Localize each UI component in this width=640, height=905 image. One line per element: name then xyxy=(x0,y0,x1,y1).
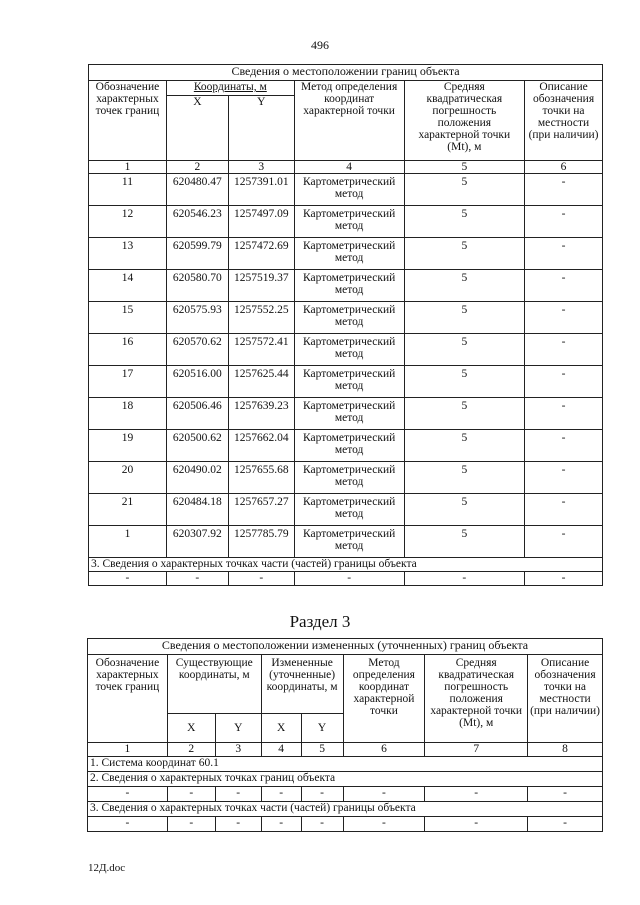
cell-point: 17 xyxy=(89,366,167,398)
cell-x: 620500.62 xyxy=(166,430,228,462)
cell-method: Картометрический метод xyxy=(294,302,404,334)
dash-cell: - xyxy=(166,572,228,586)
table2-title: Сведения о местоположении измененных (уточненных) границ объекта xyxy=(88,639,603,655)
cell-y: 1257639.23 xyxy=(228,398,294,430)
cell-method: Картометрический метод xyxy=(294,526,404,558)
t2-header-x1: X xyxy=(167,714,215,743)
header-y: Y xyxy=(228,96,294,161)
cell-method: Картометрический метод xyxy=(294,174,404,206)
column-number: 5 xyxy=(301,743,343,757)
cell-desc: - xyxy=(525,206,603,238)
cell-point: 12 xyxy=(89,206,167,238)
cell-point: 14 xyxy=(89,270,167,302)
cell-y: 1257662.04 xyxy=(228,430,294,462)
cell-error: 5 xyxy=(404,494,525,526)
t2-header-method: Метод определения координат характерной точки xyxy=(343,655,425,743)
dash-cell: - xyxy=(343,787,425,802)
cell-desc: - xyxy=(525,238,603,270)
dash-cell: - xyxy=(89,572,167,586)
cell-error: 5 xyxy=(404,174,525,206)
cell-x: 620580.70 xyxy=(166,270,228,302)
document-filename: 12Д.doc xyxy=(88,862,126,874)
dash-cell: - xyxy=(261,817,301,832)
cell-desc: - xyxy=(525,430,603,462)
dash-cell: - xyxy=(167,817,215,832)
cell-desc: - xyxy=(525,270,603,302)
cell-method: Картометрический метод xyxy=(294,206,404,238)
t2-header-y1: Y xyxy=(215,714,261,743)
table-row xyxy=(89,270,603,302)
cell-method: Картометрический метод xyxy=(294,462,404,494)
header-designation: Обозначение характерных точек границ xyxy=(89,81,167,161)
dash-cell: - xyxy=(425,787,528,802)
t2-header-changed: Измененные (уточненные) координаты, м xyxy=(261,655,343,714)
cell-x: 620307.92 xyxy=(166,526,228,558)
dash-cell: - xyxy=(343,817,425,832)
changed-boundaries-table xyxy=(87,638,603,832)
dash-cell: - xyxy=(404,572,525,586)
cell-x: 620570.62 xyxy=(166,334,228,366)
dash-cell: - xyxy=(88,817,168,832)
dash-cell: - xyxy=(228,572,294,586)
t2-header-description: Описание обозначения точки на местности (при наличии) xyxy=(528,655,603,743)
cell-point: 19 xyxy=(89,430,167,462)
t2-header-existing: Существующие координаты, м xyxy=(167,655,261,714)
header-x: X xyxy=(166,96,228,161)
page-number: 496 xyxy=(311,38,329,52)
table1-section3-label: 3. Сведения о характерных точках части (частей) границы объекта xyxy=(89,558,603,572)
cell-desc: - xyxy=(525,526,603,558)
cell-y: 1257625.44 xyxy=(228,366,294,398)
t2-header-designation: Обозначение характерных точек границ xyxy=(88,655,168,743)
cell-x: 620599.79 xyxy=(166,238,228,270)
column-number: 3 xyxy=(228,161,294,174)
dash-cell: - xyxy=(215,787,261,802)
cell-y: 1257572.41 xyxy=(228,334,294,366)
cell-desc: - xyxy=(525,366,603,398)
dash-cell: - xyxy=(167,787,215,802)
cell-error: 5 xyxy=(404,238,525,270)
dash-cell: - xyxy=(301,817,343,832)
table-row xyxy=(89,462,603,494)
dash-cell: - xyxy=(88,787,168,802)
table-row xyxy=(89,526,603,558)
dash-cell: - xyxy=(528,787,603,802)
dash-cell: - xyxy=(215,817,261,832)
column-number: 1 xyxy=(88,743,168,757)
cell-method: Картометрический метод xyxy=(294,430,404,462)
dash-cell: - xyxy=(261,787,301,802)
column-number: 4 xyxy=(261,743,301,757)
cell-method: Картометрический метод xyxy=(294,238,404,270)
cell-error: 5 xyxy=(404,302,525,334)
column-number: 3 xyxy=(215,743,261,757)
cell-x: 620490.02 xyxy=(166,462,228,494)
t2-section2-label: 2. Сведения о характерных точках границ объекта xyxy=(88,772,603,787)
column-number: 7 xyxy=(425,743,528,757)
cell-desc: - xyxy=(525,302,603,334)
cell-error: 5 xyxy=(404,206,525,238)
cell-error: 5 xyxy=(404,398,525,430)
dash-cell: - xyxy=(425,817,528,832)
table-row xyxy=(89,206,603,238)
cell-point: 11 xyxy=(89,174,167,206)
column-number: 6 xyxy=(343,743,425,757)
cell-y: 1257519.37 xyxy=(228,270,294,302)
cell-y: 1257472.69 xyxy=(228,238,294,270)
cell-y: 1257552.25 xyxy=(228,302,294,334)
cell-point: 15 xyxy=(89,302,167,334)
dash-cell: - xyxy=(301,787,343,802)
column-number: 6 xyxy=(525,161,603,174)
column-number: 1 xyxy=(89,161,167,174)
table-row xyxy=(89,366,603,398)
cell-desc: - xyxy=(525,174,603,206)
table-row xyxy=(89,302,603,334)
cell-point: 1 xyxy=(89,526,167,558)
header-error: Средняя квадратическая погрешность положения характерной точки (Mt), м xyxy=(404,81,525,161)
cell-x: 620506.46 xyxy=(166,398,228,430)
cell-point: 13 xyxy=(89,238,167,270)
t2-coord-system: 1. Система координат 60.1 xyxy=(88,757,603,772)
table1-title: Сведения о местоположении границ объекта xyxy=(89,65,603,81)
cell-method: Картометрический метод xyxy=(294,398,404,430)
cell-error: 5 xyxy=(404,462,525,494)
cell-y: 1257655.68 xyxy=(228,462,294,494)
cell-point: 20 xyxy=(89,462,167,494)
dash-cell: - xyxy=(294,572,404,586)
cell-desc: - xyxy=(525,334,603,366)
cell-method: Картометрический метод xyxy=(294,366,404,398)
cell-x: 620546.23 xyxy=(166,206,228,238)
header-coordinates: Координаты, м xyxy=(166,81,294,96)
boundary-location-table xyxy=(88,64,603,586)
cell-y: 1257497.09 xyxy=(228,206,294,238)
table-row xyxy=(89,174,603,206)
table-row xyxy=(89,430,603,462)
column-number: 8 xyxy=(528,743,603,757)
cell-y: 1257785.79 xyxy=(228,526,294,558)
cell-method: Картометрический метод xyxy=(294,334,404,366)
cell-point: 18 xyxy=(89,398,167,430)
table-row xyxy=(89,494,603,526)
cell-method: Картометрический метод xyxy=(294,494,404,526)
cell-error: 5 xyxy=(404,526,525,558)
t2-header-y2: Y xyxy=(301,714,343,743)
cell-y: 1257657.27 xyxy=(228,494,294,526)
table-row xyxy=(89,334,603,366)
t2-header-x2: X xyxy=(261,714,301,743)
column-number: 5 xyxy=(404,161,525,174)
dash-cell: - xyxy=(528,817,603,832)
column-number: 2 xyxy=(167,743,215,757)
cell-point: 21 xyxy=(89,494,167,526)
cell-y: 1257391.01 xyxy=(228,174,294,206)
table-row xyxy=(89,398,603,430)
cell-x: 620575.93 xyxy=(166,302,228,334)
header-description: Описание обозначения точки на местности (при наличии) xyxy=(525,81,603,161)
cell-desc: - xyxy=(525,462,603,494)
t2-section3-label: 3. Сведения о характерных точках части (частей) границы объекта xyxy=(88,802,603,817)
table-row xyxy=(89,238,603,270)
t2-header-error: Средняя квадратическая погрешность положения характерной точки (Mt), м xyxy=(425,655,528,743)
cell-error: 5 xyxy=(404,334,525,366)
cell-error: 5 xyxy=(404,366,525,398)
cell-point: 16 xyxy=(89,334,167,366)
header-method: Метод определения координат характерной точки xyxy=(294,81,404,161)
cell-x: 620516.00 xyxy=(166,366,228,398)
cell-method: Картометрический метод xyxy=(294,270,404,302)
cell-error: 5 xyxy=(404,430,525,462)
section-title: Раздел 3 xyxy=(289,612,351,631)
cell-error: 5 xyxy=(404,270,525,302)
cell-desc: - xyxy=(525,398,603,430)
cell-desc: - xyxy=(525,494,603,526)
cell-x: 620484.18 xyxy=(166,494,228,526)
column-number: 2 xyxy=(166,161,228,174)
dash-cell: - xyxy=(525,572,603,586)
column-number: 4 xyxy=(294,161,404,174)
cell-x: 620480.47 xyxy=(166,174,228,206)
